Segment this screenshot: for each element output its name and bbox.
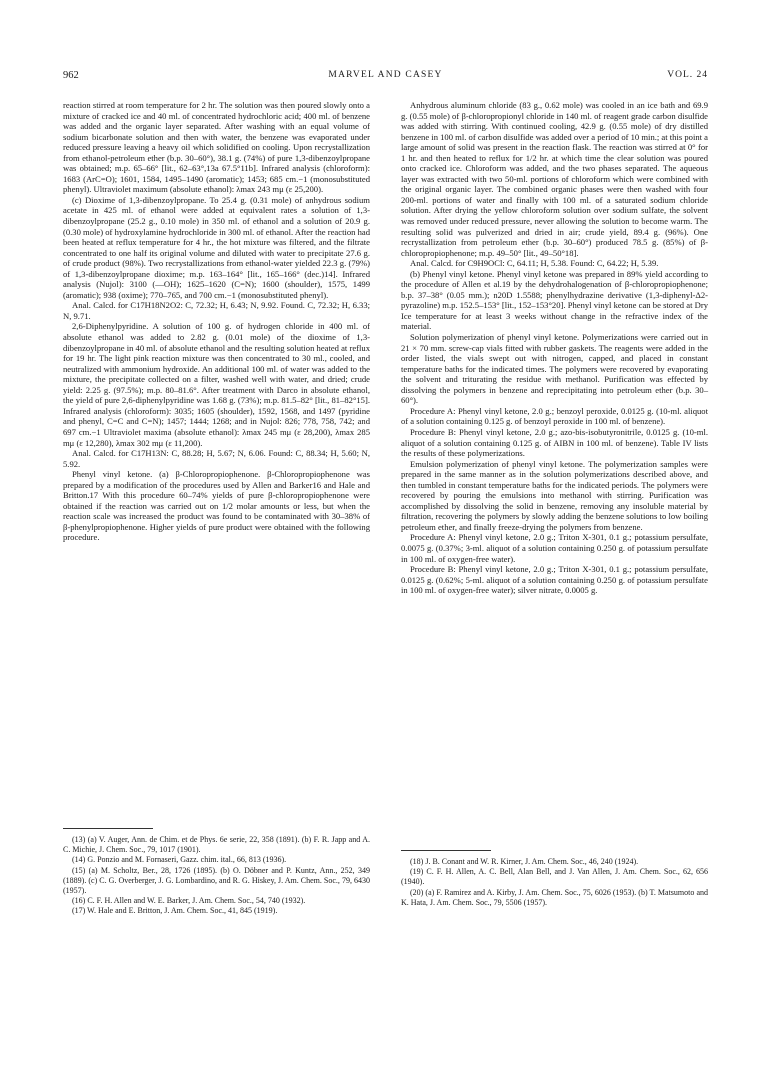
paragraph: 2,6-Diphenylpyridine. A solution of 100 g. of hydrogen chloride in 400 ml. of absolute ethanol was added to 2.82 g. (0.01 mole) of the dioxime of 1,3-dibenzoylpropane in 40 ml. of absolute ethanol and the resulting solution heated at reflux for 19 hr. The light pink reaction mixture was then concentrated to 30 ml., cooled, and neutralized with ammonium hydroxide. An additional 100 ml. of water was added to the mixture, the precipitate collected on a filter, washed well with water, and dried; crude yield: 2.25 g. (97.5%); m.p. 80–81.6°. After treatment with Darco in absolute ethanol, the yield of pure 2,6-diphenylpyridine was 1.68 g. (73%); m.p. 81.5–82° [lit., 81–82°15]. Infrared analysis (chloroform): 3035; 1605 (shoulder), 1592, 1568, and 1497 (pyridine and phenyl, C=C and C=N); 1457; 1444; 1268; and in Nujol: 826; 778, 758, 742; and 697 cm.−1 Ultraviolet maxima (absolute ethanol): λmax 245 mμ (ε 28,200), λmax 285 mμ (ε 12,280), λmax 302 mμ (ε 11,200). (63, 321, 370, 448)
paragraph: Emulsion polymerization of phenyl vinyl ketone. The polymerization samples were prepared in the same manner as in the solution polymerizations described above, and then tumbled in constant temperature baths for the indicated periods. The polymers were recovered by pouring the emulsions into methanol with stirring. Purification was accomplished by dissolving the solid in benzene, removing any insoluble material by filtration, recovering the polymers by slowly adding the benzene solutions to low boiling petroleum ether, and finally freeze-drying the polymers from benzene. (401, 458, 708, 532)
footnote: (15) (a) M. Scholtz, Ber., 28, 1726 (1895). (b) O. Döbner and P. Kuntz, Ann., 252, 349 (1889). (c) C. G. Overberger, J. G. Lombardino, and R. G. Hiskey, J. Am. Chem. Soc., 79, 6430 (1957). (63, 865, 370, 896)
paragraph: (c) Dioxime of 1,3-dibenzoylpropane. To 25.4 g. (0.31 mole) of anhydrous sodium acetate in 425 ml. of ethanol were added at equivalent rates a solution of 1,3-dibenzoylpropane (25.2 g., 0.10 mole) in 350 ml. of ethanol and a solution of 20.9 g. (0.30 mole) of hydroxylamine hydrochloride in 300 ml. of ethanol. After the reaction had been heated at reflux temperature for 4 hr., the hot mixture was filtered, and the filtrate concentrated to one half its original volume and diluted with water to precipitate 27.6 g. of crude product (98%). Two recrystallizations from ethanol-water yielded 22.3 g. (79%) of 1,3-dibenzoylpropane dioxime; m.p. 163–164° [lit., 165–166° (dec.)14]. Infrared analysis (Nujol): 3100 (—OH); 1625–1620 (C=N); 1600 (shoulder), 1575, 1499 (aromatic); 938 (oxime); 770–765, and 700 cm.−1 (monosubstituted phenyl). (63, 194, 370, 300)
paragraph: Procedure B: Phenyl vinyl ketone, 2.0 g.; Triton X-301, 0.1 g.; potassium persulfate, 0.0125 g. (0.62%; 5-ml. aliquot of a solution containing 0.250 g. of potassium persulfate in 100 ml. of oxygen-free water); silver nitrate, 0.0005 g. (401, 564, 708, 596)
paragraph: Anal. Calcd. for C9H9OCl: C, 64.11; H, 5.38. Found: C, 64.22; H, 5.39. (410, 258, 659, 269)
volume-label: VOL. 24 (667, 70, 708, 80)
paragraph: Anal. Calcd. for C17H18N2O2: C, 72.32; H, 6.43; N, 9.92. Found. C, 72.32; H, 6.33; N, 9.71. (63, 300, 370, 321)
paragraph: Procedure B: Phenyl vinyl ketone, 2.0 g.; azo-bis-isobutyronitrile, 0.0125 g. (10-ml. aliquot of a solution containing 0.125 g. of AIBN in 100 ml. of benzene). Table IV lists the results of these polymerizations. (401, 426, 708, 459)
footnotes (63, 818, 370, 917)
paragraph: Procedure A: Phenyl vinyl ketone, 2.0 g.; Triton X-301, 0.1 g.; potassium persulfate, 0.0075 g. (0.37%; 3-ml. aliquot of a solution containing 0.250 g. of potassium persulfate in 100 ml. of oxygen-free water). (401, 532, 708, 564)
paragraph: reaction stirred at room temperature for 2 hr. The solution was then poured slowly onto a mixture of cracked ice and 40 ml. of concentrated hydrochloric acid; 400 ml. of benzene was added and the organic layer separated. After washing with an equal volume of sodium bicarbonate solution and then with water, the benzene was evaporated under reduced pressure leaving a heavy oil which solidified on cooling. Upon recrystallization from ethanol-petroleum ether (b.p. 30–60°), 38.1 g. (74%) of pure 1,3-dibenzoylpropane was obtained; m.p. 65–66° [lit., 62–63°,13a 67.5°11b]. Infrared analysis (chloroform): 1683 (ArC=O); 1601, 1584, 1495–1490 (aromatic); 1453; 685 cm.−1 (monosubstituted phenyl). Ultraviolet maximum (absolute ethanol): λmax 243 mμ (ε 25,200). (63, 100, 370, 195)
footnote: (19) C. F. H. Allen, A. C. Bell, Alan Bell, and J. Van Allen, J. Am. Chem. Soc., 62, 656 (1940). (401, 867, 708, 887)
footnote-divider (401, 850, 491, 851)
paragraph: (b) Phenyl vinyl ketone. Phenyl vinyl ketone was prepared in 89% yield according to the procedure of Allen et al.19 by the dehydrohalogenation of β-chloropropiophenone; b.p. 37–38° (0.05 mm.); n20D 1.5588; phenylhydrazine derivative (1,3-diphenyl-Δ2-pyrazoline) m.p. 152.5–153° [lit., 152–153°20]. Phenyl vinyl ketone can be stored at Dry Ice temperature for at least 3 weeks without change in the refractive index of the material. (401, 268, 708, 332)
page-header (63, 70, 708, 86)
footnote: (13) (a) V. Auger, Ann. de Chim. et de Phys. 6e serie, 22, 358 (1891). (b) F. R. Japp and A. C. Michie, J. Chem. Soc., 79, 1017 (1901). (63, 835, 370, 855)
right-column (401, 100, 708, 907)
running-title: MARVEL AND CASEY (328, 70, 443, 80)
footnotes (401, 840, 708, 908)
paragraph: Solution polymerization of phenyl vinyl ketone. Polymerizations were carried out in 21 × 70 mm. screw-cap vials fitted with rubber gaskets. The reagents were added in the order listed, the vials swept out with nitrogen, capped, and placed in constant temperature baths for the indicated times. The polymers were recovered by evaporating the solvent and triturating the residue with methanol. Purification was effected by dissolving the polymers in benzene and reprecipitating into petroleum ether (b.p. 30–60°). (401, 332, 708, 406)
left-column (63, 100, 370, 916)
paragraph: Phenyl vinyl ketone. (a) β-Chloropropiophenone. β-Chloropropiophenone was prepared by a modification of the procedures used by Allen and Barker16 and Hale and Britton.17 With this procedure 60–74% yields of pure β-chloropropiophenone were obtained if the reaction was carried out on 1/2 molar amounts or less, but when the reaction scale was increased the product was found to be contaminated with 30–38% of β-phenylpropiophenone. Higher yields of pure product were obtained with the following procedure. (63, 469, 370, 543)
footnote: (20) (a) F. Ramirez and A. Kirby, J. Am. Chem. Soc., 75, 6026 (1953). (b) T. Matsumoto and K. Hata, J. Am. Chem. Soc., 79, 5506 (1957). (401, 887, 708, 907)
paragraph: Anhydrous aluminum chloride (83 g., 0.62 mole) was cooled in an ice bath and 69.9 g. (0.55 mole) of β-chloropropionyl chloride in 140 ml. of reagent grade carbon disulfide was added with stirring. With continued cooling, 42.9 g. (0.55 mole) of dry distilled benzene in 100 ml. of carbon disulfide was added over a period of 10 min.; at this point a large amount of solid was present in the reaction flask. The reaction was stirred at 0° for 1 hr. and then heated to reflux for 1/2 hr. at which time the clear solution was poured onto cracked ice. Chloroform was added, and the two phases separated. The aqueous layer was extracted with two 50-ml. portions of chloroform which were combined with the original organic layer. The combined organic phases were then washed with four 200-ml. portions of water and finally with 100 ml. of a saturated sodium chloride solution. After drying the yellow chloroform solution over sodium sulfate, the solvent was removed under reduced pressure, never allowing the solution to become warm. The resulting solid was pulverized and dried in air; crude yield, 89.4 g. (96%). One recrystallization from petroleum ether (b.p. 30–60°) produced 78.5 g. (85%) of β-chloropropiophenone; m.p. 49–50° [lit., 49–50°18]. (401, 100, 708, 258)
footnote: (17) W. Hale and E. Britton, J. Am. Chem. Soc., 41, 845 (1919). (72, 906, 278, 916)
paragraph: Procedure A: Phenyl vinyl ketone, 2.0 g.; benzoyl peroxide, 0.0125 g. (10-ml. aliquot of a solution containing 0.125 g. of benzoyl peroxide in 100 ml. of benzene). (401, 405, 708, 427)
page-number: 962 (63, 70, 79, 81)
footnote-divider (63, 828, 153, 829)
footnote: (14) G. Ponzio and M. Fornaseri, Gazz. chim. ital., 66, 813 (1936). (72, 855, 287, 865)
footnote: (18) J. B. Conant and W. R. Kirner, J. Am. Chem. Soc., 46, 240 (1924). (410, 857, 639, 866)
paragraph: Anal. Calcd. for C17H13N: C, 88.28; H, 5.67; N, 6.06. Found: C, 88.34; H, 5.60; N, 5.92. (63, 448, 370, 469)
footnote: (16) C. F. H. Allen and W. E. Barker, J. Am. Chem. Soc., 54, 740 (1932). (72, 896, 306, 906)
